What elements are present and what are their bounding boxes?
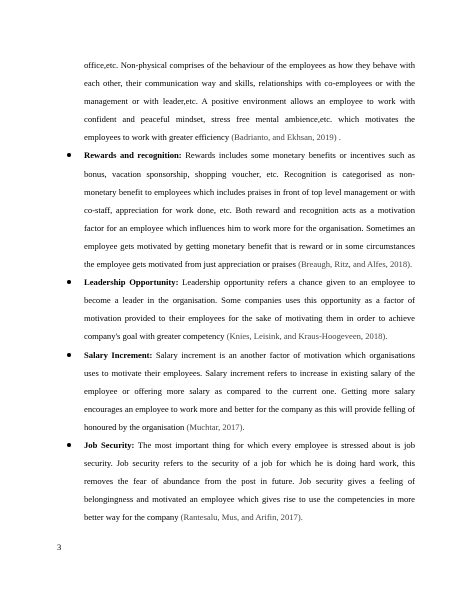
body-text [84,56,415,526]
bullet-text: Salary increment is an another factor of motivation which organisations uses to motivate their employees. Salary increment refers to increase in existing salary of the employee or offering more salary as compared to the current one. Getting more salary encourages an employee to work more and better for the company as this will provide felling of honoured by the organisation [84,349,415,432]
page-number: 3 [57,542,62,552]
bullet-salary-increment [84,346,415,436]
bullet-leadership-opportunity [84,273,415,345]
bullet-text: Leadership opportunity refers a chance given to an employee to become a leader in the organisation. Some companies uses this opportunity as a factor of motivation provided to their employees for the sake of motivating them in order to achieve company's goal with greater competency [84,277,416,342]
bullet-text: Rewards includes some monetary benefits or incentives such as bonus, vacation sponsorship, shopping voucher, etc. Recognition is categorised as non-monetary benefit to employees which includes praises in front of top level management or with co-staff, appreciation for work done, etc. Both reward and recognition acts as a motivation factor for an employee which influences him to work more for the organisation. Sometimes an employee gets motivated by getting monetary benefit that is reward or in some circumstances the employee gets motivated from just appreciation or praises [84,150,415,270]
intro-text: office,etc. Non-physical comprises of the behaviour of the employees as how they behave with each other, their communication way and skills, relationships with co-employees or with the management or with leader,etc. A positive environment allows an employee to work with confident and peaceful mindset, stress free mental ambience,etc. which motivates the employees to work with greater efficiency [84,60,415,143]
bullet-citation: (Breaugh, Ritz, and Alfes, 2018). [298,259,413,270]
bullet-heading: Salary Increment: [84,349,153,360]
intro-citation: (Badrianto, and Ekhsan, 2019) . [231,132,341,143]
bullet-job-security [84,436,415,526]
bullet-dot-icon [67,443,71,447]
bullet-citation: (Rantesalu, Mus, and Arifin, 2017). [180,512,303,523]
bullet-citation: (Knies, Leisink, and Kraus-Hoogeveen, 2018). [226,331,388,342]
bullet-dot-icon [67,153,71,157]
bullet-citation: (Muchtar, 2017). [186,421,245,432]
bullet-text: The most important thing for which every employee is stressed about is job security. Job security refers to the security of a job for which he is doing hard work, this removes the fear of abundance from the post in future. Job security gives a feeling of belongingness and motivated an employee which gives rise to use the competencies in more better way for the company [84,439,416,523]
bullet-rewards-recognition [84,146,415,273]
bullet-heading: Leadership Opportunity: [84,277,179,288]
bullet-heading: Job Security: [84,439,135,450]
bullet-dot-icon [67,280,71,284]
bullet-dot-icon [67,353,71,357]
intro-paragraph [84,56,415,146]
bullet-heading: Rewards and recognition: [84,150,182,161]
